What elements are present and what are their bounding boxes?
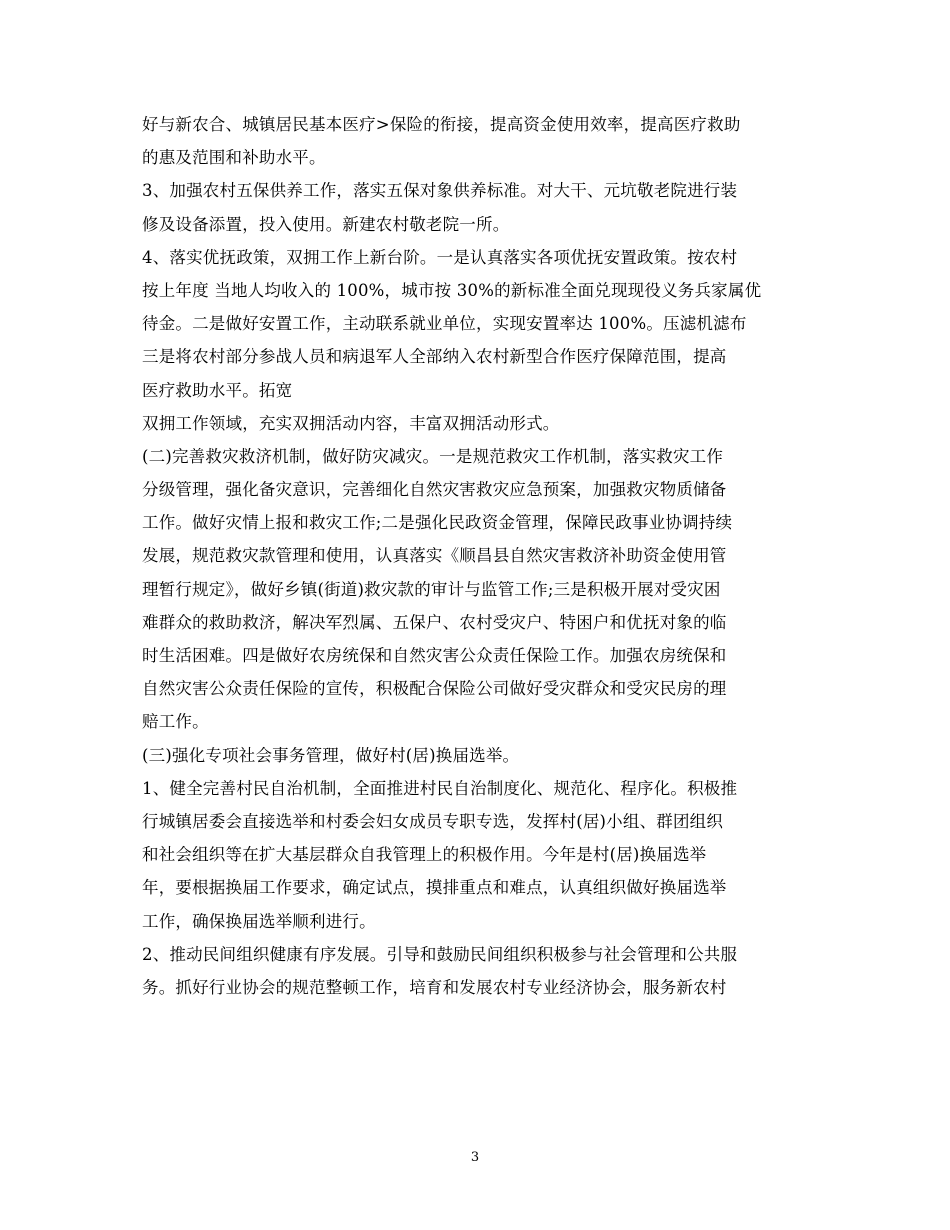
page-number: 3 (470, 1150, 480, 1165)
text-line: (三)强化专项社会事务管理，做好村(居)换届选举。 (142, 745, 520, 765)
text-line: 好与新农合、城镇居民基本医疗>保险的衔接，提高资金使用效率，提高医疗救助 (142, 115, 741, 134)
text-line: 医疗救助水平。拓宽 (142, 380, 293, 400)
text-line: 务。抓好行业协会的规范整顿工作，培育和发展农村专业经济协会，服务新农村 (142, 977, 727, 997)
text-line: 分级管理，强化备灾意识，完善细化自然灾害救灾应急预案，加强救灾物质储备 (142, 480, 727, 500)
text-line: 工作，确保换届选举顺利进行。 (142, 911, 376, 931)
text-line: 4、落实优抚政策，双拥工作上新台阶。一是认真落实各项优抚安置政策。按农村 (142, 247, 738, 267)
text-line: 理暂行规定》，做好乡镇(街道)救灾款的审计与监管工作;三是积极开展对受灾困 (142, 579, 721, 599)
text-line: 和社会组织等在扩大基层群众自我管理上的积极作用。今年是村(居)换届选举 (142, 845, 707, 865)
text-line: 难群众的救助救济，解决军烈属、五保户、农村受灾户、特困户和优抚对象的临 (142, 612, 727, 632)
text-line: 双拥工作领域，充实双拥活动内容，丰富双拥活动形式。 (142, 413, 560, 433)
text-line: 的惠及范围和补助水平。 (142, 148, 326, 168)
text-line: 工作。做好灾情上报和救灾工作;二是强化民政资金管理，保障民政事业协调持续 (142, 513, 733, 533)
text-line: (二)完善救灾救济机制，做好防灾减灾。一是规范救灾工作机制，落实救灾工作 (142, 446, 724, 466)
text-line: 1、健全完善村民自治机制，全面推进村民自治制度化、规范化、程序化。积极推 (142, 778, 738, 798)
text-line: 年，要根据换届工作要求，确定试点，摸排重点和难点，认真组织做好换届选举 (142, 878, 727, 898)
text-line: 发展，规范救灾款管理和使用，认真落实《顺昌县自然灾害救济补助资金使用管 (142, 546, 727, 566)
text-line: 三是将农村部分参战人员和病退军人全部纳入农村新型合作医疗保障范围，提高 (142, 347, 727, 367)
text-line: 待金。二是做好安置工作，主动联系就业单位，实现安置率达 100%。压滤机滤布 (142, 314, 747, 334)
text-line: 修及设备添置，投入使用。新建农村敬老院一所。 (142, 214, 510, 234)
text-line: 自然灾害公众责任保险的宣传，积极配合保险公司做好受灾群众和受灾民房的理 (142, 679, 727, 699)
text-line: 行城镇居委会直接选举和村委会妇女成员专职专选，发挥村(居)小组、群团组织 (142, 811, 724, 831)
text-line: 时生活困难。四是做好农房统保和自然灾害公众责任保险工作。加强农房统保和 (142, 646, 727, 665)
text-line: 赔工作。 (142, 712, 209, 732)
text-line: 按上年度 当地人均收入的 100%，城市按 30%的新标准全面兑现现役义务兵家属优 (142, 280, 762, 300)
body-text (142, 108, 822, 1004)
text-line: 3、加强农村五保供养工作，落实五保对象供养标准。对大干、元坑敬老院进行装 (142, 181, 738, 201)
text-line: 2、推动民间组织健康有序发展。引导和鼓励民间组织积极参与社会管理和公共服 (142, 944, 738, 964)
